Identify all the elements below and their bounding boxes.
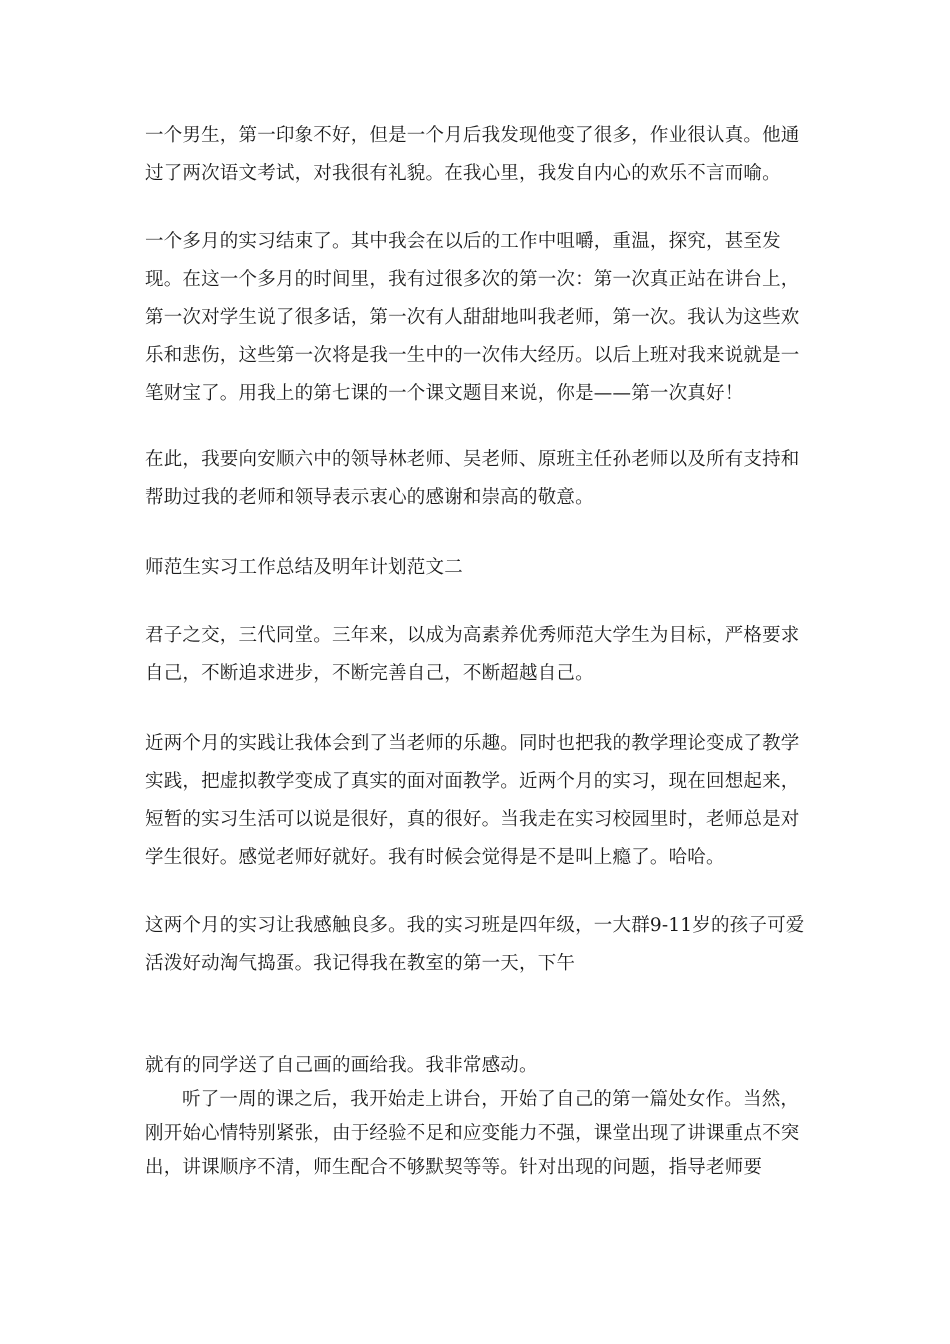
paragraph-1: 一个男生，第一印象不好，但是一个月后我发现他变了很多，作业很认真。他通过了两次语文考试，对我很有礼貌。在我心里，我发自内心的欢乐不言而喻。 — [145, 125, 800, 184]
paragraph-6: 这两个月的实习让我感触良多。我的实习班是四年级，一大群9-11岁的孩子可爱活泼好动淘气捣蛋。我记得我在教室的第一天，下午 — [145, 915, 805, 974]
paragraph-2: 一个多月的实习结束了。其中我会在以后的工作中咀嚼，重温，探究，甚至发现。在这一个多月的时间里，我有过很多次的第一次：第一次真正站在讲台上，第一次对学生说了很多话，第一次有人甜甜地叫我老师，第一次。我认为这些欢乐和悲伤，这些第一次将是我一生中的一次伟大经历。以后上班对我来说就是一笔财宝了。用我上的第七课的一个课文题目来说，你是——第一次真好！ — [145, 231, 800, 404]
paragraph-3: 在此，我要向安顺六中的领导林老师、吴老师、原班主任孙老师以及所有支持和帮助过我的老师和领导表示衷心的感谢和崇高的敬意。 — [145, 449, 800, 508]
paragraph-8: 听了一周的课之后，我开始走上讲台，开始了自己的第一篇处女作。当然，刚开始心情特别紧张，由于经验不足和应变能力不强，课堂出现了讲课重点不突出，讲课顺序不清，师生配合不够默契等等。针对出现的问题，指导老师要 — [145, 1089, 800, 1178]
paragraph-4: 君子之交，三代同堂。三年来，以成为高素养优秀师范大学生为目标，严格要求自己，不断追求进步，不断完善自己，不断超越自己。 — [145, 625, 800, 684]
paragraph-5: 近两个月的实践让我体会到了当老师的乐趣。同时也把我的教学理论变成了教学实践，把虚拟教学变成了真实的面对面教学。近两个月的实习，现在回想起来，短暂的实习生活可以说是很好，真的很好。当我走在实习校园里时，老师总是对学生很好。感觉老师好就好。我有时候会觉得是不是叫上瘾了。哈哈。 — [145, 733, 800, 868]
section-heading: 师范生实习工作总结及明年计划范文二 — [145, 557, 463, 578]
paragraph-7: 就有的同学送了自己画的画给我。我非常感动。 — [145, 1055, 538, 1076]
